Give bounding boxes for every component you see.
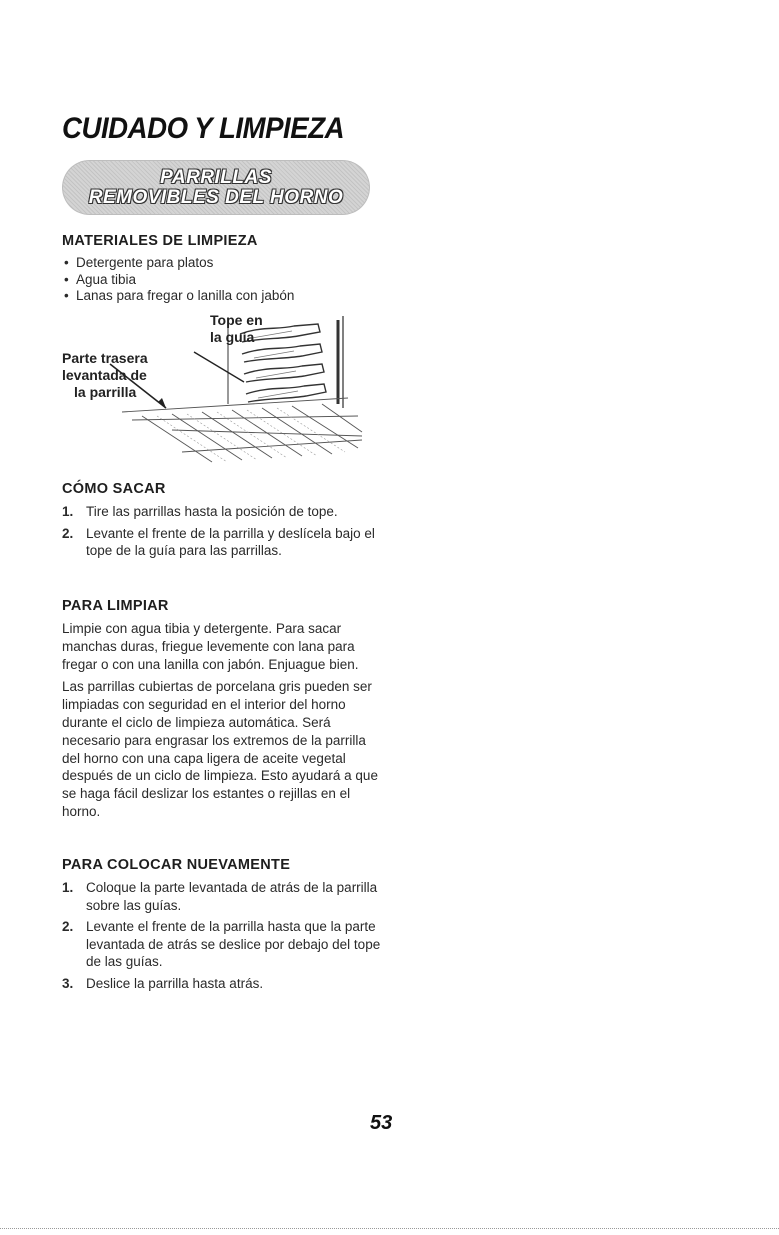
topic-banner [62, 160, 370, 215]
label-guide-stop-1: Tope en [210, 312, 263, 328]
page-number: 53 [370, 1112, 393, 1134]
clean-paragraph-1: Limpie con agua tibia y detergente. Para sacar manchas duras, friegue levemente con lana para fregar o con una lanilla con jabón. Enjuague bien. [62, 621, 359, 672]
step-text: Levante el frente de la parrilla y deslícela bajo el tope de la guía para las parrillas. [86, 525, 375, 558]
remove-steps [62, 503, 384, 560]
label-rack-back-2: levantada de [62, 367, 147, 383]
label-guide-stop-2: la guía [210, 329, 255, 345]
materials-heading: MATERIALES DE LIMPIEZA [62, 233, 258, 249]
label-rack-back-3: la parrilla [74, 384, 137, 400]
step-number: 2. [62, 525, 74, 541]
step-text: Coloque la parte levantada de atrás de la parrilla sobre las guías. [86, 880, 378, 913]
clean-heading: PARA LIMPIAR [62, 598, 169, 614]
materials-list [62, 255, 392, 305]
remove-section [62, 481, 384, 564]
materials-section [62, 233, 392, 305]
step-text: Deslice la parrilla hasta atrás. [86, 975, 264, 991]
step-number: 1. [62, 880, 74, 895]
remove-heading: CÓMO SACAR [62, 481, 166, 497]
section-title: CUIDADO Y LIMPIEZA [62, 112, 345, 145]
banner-line-2: REMOVIBLES DEL HORNO [88, 186, 344, 208]
label-rack-back-1: Parte trasera [62, 350, 148, 366]
list-item [62, 918, 384, 971]
list-item [62, 975, 384, 993]
replace-steps [62, 879, 384, 992]
clean-section [62, 598, 384, 826]
step-number: 3. [62, 975, 74, 991]
banner-line-1: PARRILLAS [160, 166, 272, 188]
bottom-rule [0, 1228, 779, 1229]
list-item [62, 503, 384, 521]
step-number: 2. [62, 919, 74, 934]
list-item: • Lanas para fregar o lanilla con jabón [62, 288, 392, 305]
list-item: • Detergente para platos [62, 255, 392, 272]
list-item: • Agua tibia [62, 272, 392, 289]
step-number: 1. [62, 504, 74, 519]
list-item [62, 525, 384, 560]
replace-section [62, 857, 384, 996]
replace-heading: PARA COLOCAR NUEVAMENTE [62, 857, 291, 873]
clean-paragraph-2: Las parrillas cubiertas de porcelana gris pueden ser limpiadas con seguridad en el interior del horno durante el ciclo de limpieza automática. Será necesario para engrasar los extremos de la parrilla del horno con una capa ligera de aceite vegetal después de un ciclo de limpieza. Esto ayudará a que se haga fácil deslizar los estantes o rejillas en el horno. [62, 679, 378, 819]
list-item [62, 879, 384, 914]
rack-illustration [62, 312, 372, 472]
step-text: Tire las parrillas hasta la posición de tope. [86, 504, 338, 519]
step-text: Levante el frente de la parrilla hasta que la parte levantada de atrás se deslice por debajo del tope de las guías. [86, 919, 381, 969]
